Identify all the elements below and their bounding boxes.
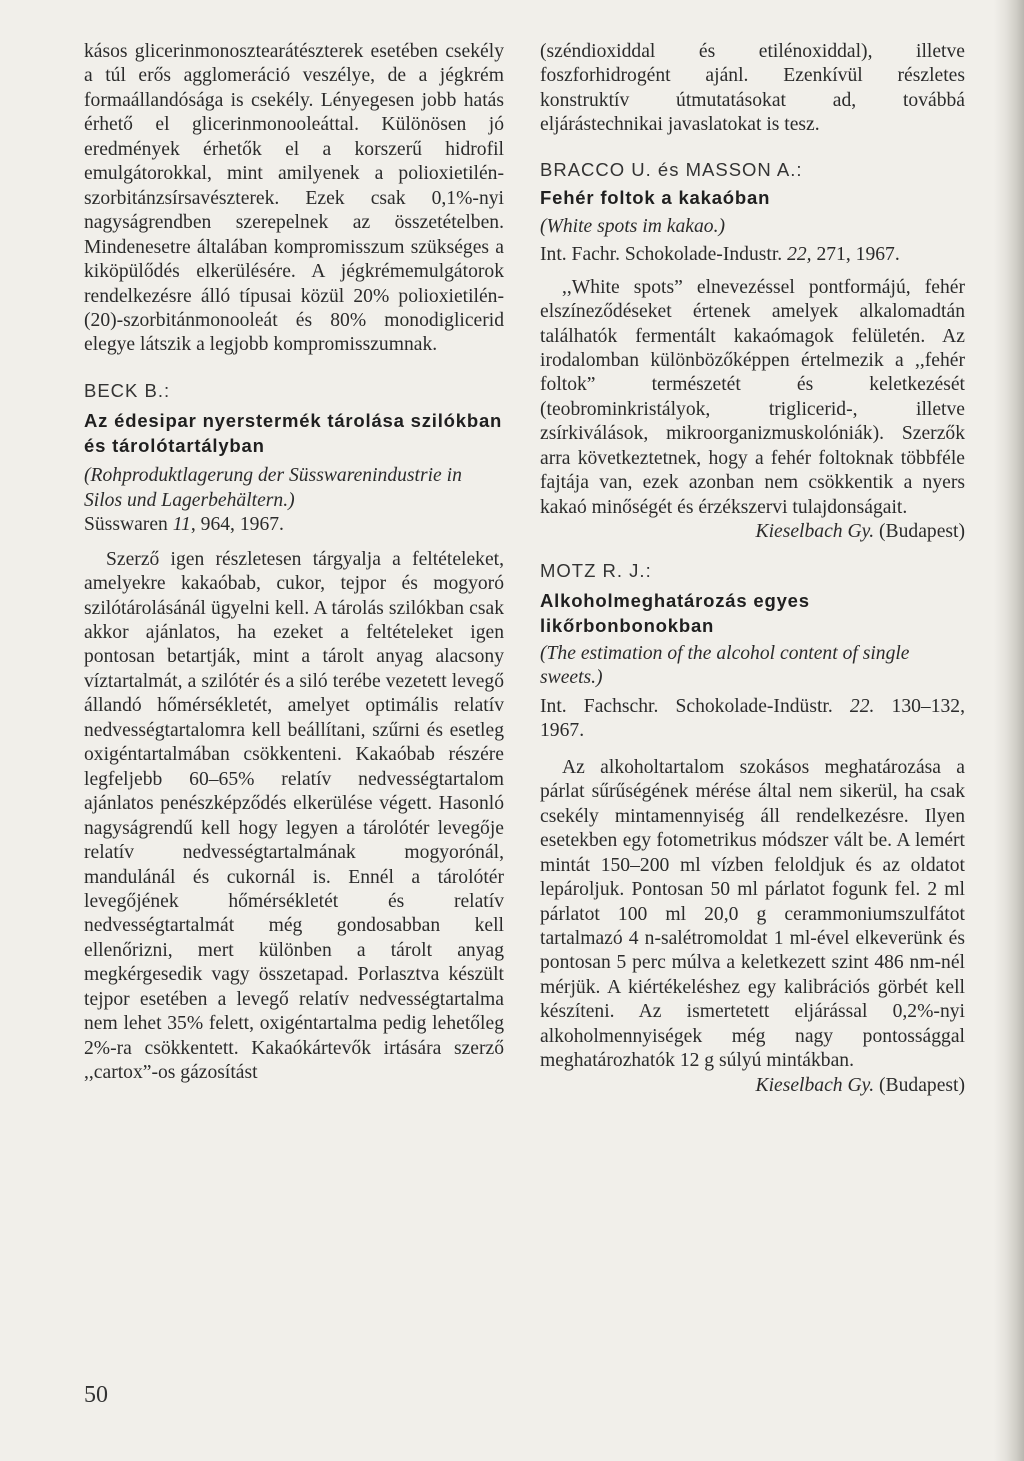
reviewer-signature [540,520,965,544]
article-author: MOTZ R. J.: [540,559,652,581]
source-pages: 271, 1967. [811,244,900,266]
article-title: Fehér foltok a kakaóban [540,187,771,209]
article-title: Alkoholmeghatározás egyes likőrbonbonokban [540,590,810,636]
article-body: Szerző igen részletesen tárgyalja a feltételeket, amelyekre kakaóbab, cukor, tejpor és mogyoró szilótárolásánál ügyelni kell. A tárolás szilókban csak akkor ajánlatos, ha ezeket a feltételeket igen pontosan betartják, mint a tárolt anyag alacsony víztartalmát, a szilótér és a siló terébe vezetett levegő állandó hőmérsékletét, amelyet optimális relatív nedvességtartalomra kell beállítani, szűrni és esetleg oxigéntartalmában csökkenteni. Kakaóbab részére legfeljebb 60–65% relatív nedvességtartalom ajánlatos penészképződés elkerülése végett. Hasonló nagyságrendű kell hogy legyen a tárolótér levegője relatív nedvességtartalmának mogyorónál, mandulánál és cukornál is. Ennél a tárolótér levegőjének hőmérsékletét és relatív nedvességtartalmát még gondosabban kell ellenőrizni, mert különben a tárolt anyag megkérgesedik vagy összetapad. Porlasztva készült tejpor esetében a levegő relatív nedvességtartalma nem lehet 35% felett, oxigéntartalma pedig lehetőleg 2%-ra csökkentett. Kakaókártevők irtására szerző ,,cartox”-os gázosítást [84,548,504,1084]
reviewer-name: Kieselbach Gy. [755,521,875,543]
article-original-title: (White spots im kakao.) [540,215,726,237]
reviewer-city: (Budapest) [874,1074,965,1096]
reviewer-city: (Budapest) [874,521,965,543]
page-edge-shadow [994,0,1024,1461]
right-column [540,40,965,1098]
article-title: Az édesipar nyerstermék tárolása szilókban és tárolótartályban [84,410,503,456]
article-body: ,,White spots” elnevezéssel pontformájú, fehér elszíneződéseket értenek amelyek alkalomadtán találhatók fermentált kakaómagok felületén. Az irodalomban különbözőképpen értelmezik a ,,fehér foltok” természetét és keletkezését (teobrominkristályok, triglicerid-, illetve zsírkiválások, mikroorganizmuskolóniák). Szerzők arra következtetnek, hogy a fehér foltoknak többféle fajtája van, ezek azonban nem csökkentik a nyers kakaó minőségét és érzékszervi tulajdonságait. [540,276,965,518]
article-source [540,243,965,267]
article-original-title: (The estimation of the alcohol content of single sweets.) [540,642,910,689]
reviewer-name: Kieselbach Gy. [755,1074,875,1096]
source-volume: 22, [787,244,812,266]
left-column [84,40,504,1086]
source-journal: Süsswaren [84,514,173,536]
article-source [540,695,965,744]
source-pages: , 964, 1967. [190,514,284,536]
page-number: 50 [84,1382,108,1408]
continued-paragraph: kásos glicerinmonosztearátészterek esetében csekély a túl erős agglomeráció veszélye, de a jégkrém formaállandósága is csekély. Lényegesen jobb hatás érhető el glicerinmonooleáttal. Különösen jó eredmények érhetők el a korszerű hidrofil emulgátorokkal, mint amilyenek a polioxietilén-szorbitánzsírsavészterek. Ezek csak 0,1%-nyi nagyságrendben szerepelnek az összetételben. Mindenesetre általában kompromisszum szükséges a kiköpülődés elkerülésére. A jégkrémemulgátorok rendelkezésre álló típusai közül 20% polioxietilén-(20)-szorbitánmonooleát és 80% monodiglicerid elegye látszik a legjobb kompromisszumnak. [84,41,504,356]
article-body: Az alkoholtartalom szokásos meghatározása a párlat sűrűségének mérése által nem sikerül, ha csak csekély mintamennyiség áll rendelkezésre. Ilyen esetekben egy fotometrikus módszer vált be. A lemért mintát 150–200 ml vízben feloldjuk és az oldatot lepároljuk. Pontosan 50 ml párlatot fogunk fel. 2 ml párlatot 100 ml 20,0 g cerammoniumszulfátot tartalmazó 4 n-salétromoldat 1 ml-ével elkeverünk és pontosan 5 perc múlva a keletkezett szint 486 nm-nél mérjük. A kiértékeléshez egy kalibrációs görbét kell készíteni. Az ismertetett eljárással 0,2%-nyi alkoholmennyiségek még nagy pontossággal meghatározhatók 12 g súlyú mintákban. [540,756,965,1072]
source-journal: Int. Fachr. Schokolade-Industr. [540,244,788,266]
source-volume: 22. [849,695,875,717]
article-original-title: (Rohproduktlagerung der Süsswarenindustrie in Silos und Lagerbehältern.) [84,465,462,511]
article-author: BECK B.: [84,379,171,401]
source-pages: 130–132, 1967. [540,695,965,742]
continued-paragraph: (széndioxiddal és etilénoxiddal), illetve foszforhidrogént ajánl. Ezenkívül részletes konstruktív útmutatásokat ad, továbbá eljárástechnikai javaslatokat is tesz. [540,41,965,136]
source-volume: 11 [172,514,191,536]
source-journal: Int. Fachschr. Schokolade-Indüstr. [540,695,850,717]
article-source [84,513,504,537]
reviewer-signature [540,1074,965,1098]
article-author: BRACCO U. és MASSON A.: [540,158,803,180]
